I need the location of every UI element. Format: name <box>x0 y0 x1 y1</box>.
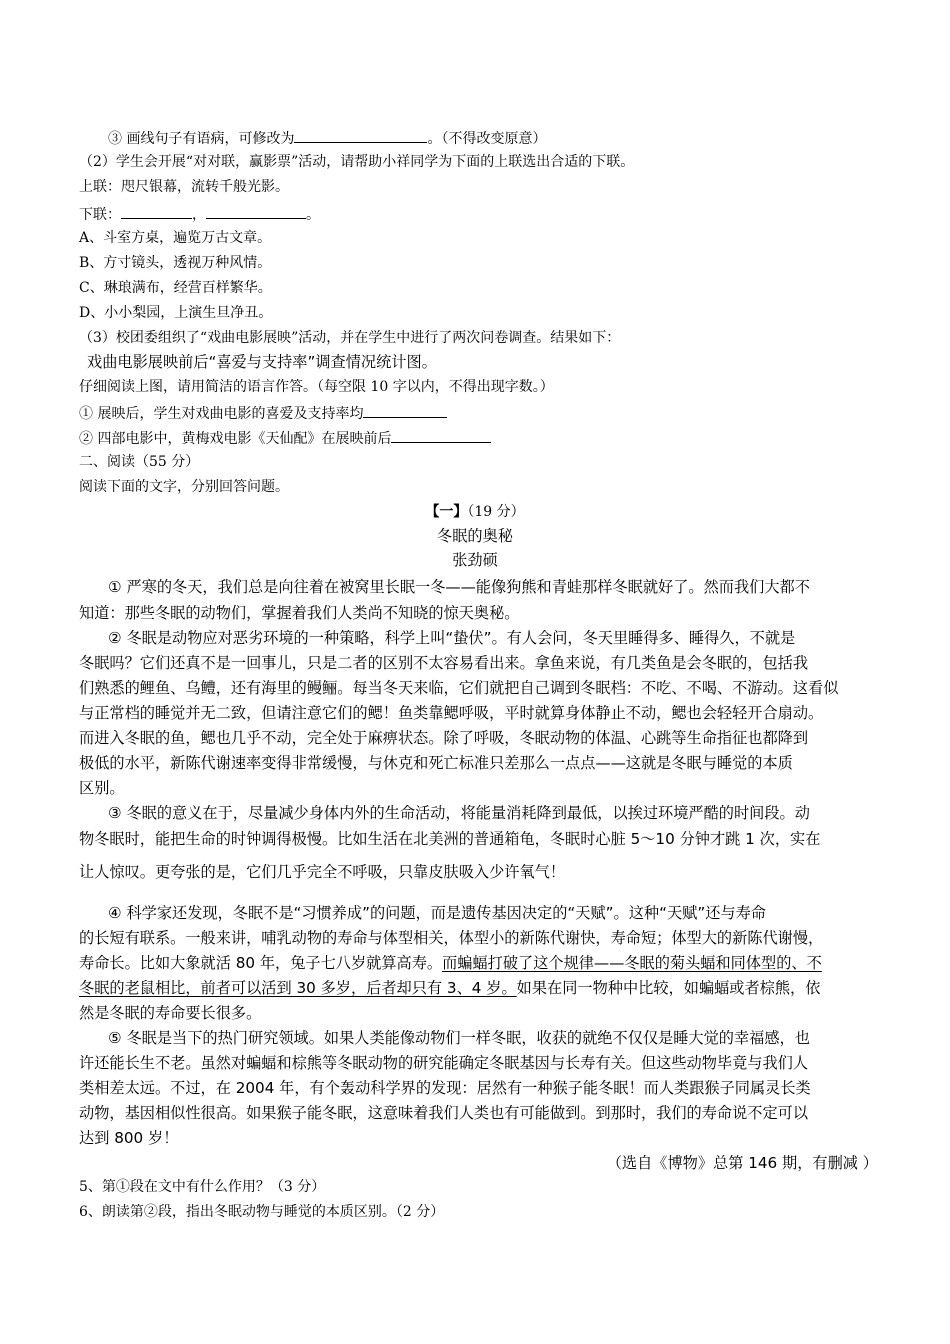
underlined-sentence: 而蝙蝠打破了这个规律——冬眠的菊头蝠和同体型的、不 <box>442 954 822 972</box>
answer-instruction: 仔细阅读上图，请用简洁的语言作答。（每空限 10 字以内，不得出现字数。） <box>79 379 554 395</box>
option-c: C、琳琅满布，经营百样繁华。 <box>79 280 272 296</box>
reading-instruction: 阅读下面的文字，分别回答问题。 <box>79 479 289 495</box>
end-mark: 。 <box>306 207 320 223</box>
para5-line: 类相差太远。不过，在 2004 年，有个轰动科学界的发现：居然有一种猴子能冬眠！而人类跟猴子同属灵长类 <box>79 1079 811 1097</box>
q3-revision-prefix: ③ 画线句子有语病，可修改为 <box>108 131 295 147</box>
lower-couplet-line <box>79 203 320 225</box>
answer-line-1-text: ① 展映后，学生对戏曲电影的喜爱及支持率均 <box>79 406 364 422</box>
underlined-sentence: 冬眠的老鼠相比，前者可以活到 30 多岁，后者却只有 3、4 岁。 <box>79 979 517 997</box>
para4-line: 的长短有联系。一般来讲，哺乳动物的寿命与体型相关，体型小的新陈代谢快，寿命短；体型大的新陈代谢慢， <box>79 929 824 947</box>
para3-line: 让人惊叹。更夸张的是，它们几乎完全不呼吸，只靠皮肤吸入少许氧气！ <box>79 863 565 881</box>
section-header <box>0 502 950 522</box>
answer-line-1 <box>79 402 447 424</box>
lower-couplet-label: 下联： <box>79 207 121 223</box>
section-label: 【一】 <box>425 504 468 520</box>
para2-line: 极低的水平，新陈代谢速率变得非常缓慢，与休克和死亡标准只差那么一点点——这就是冬眠与睡觉的本质 <box>79 754 793 772</box>
separator: ， <box>192 207 206 223</box>
para1-line: 知道：那些冬眠的动物们，掌握着我们人类尚不知晓的惊天奥秘。 <box>79 604 520 622</box>
q3-revision-line <box>108 127 546 149</box>
para3-line: 物冬眠时，能把生命的时钟调得极慢。比如生活在北美洲的普通箱龟，冬眠时心脏 5～10 分钟才跳 1 次，实在 <box>79 830 821 848</box>
section-score: （19 分） <box>467 504 525 520</box>
para2-line: 与正常档的睡觉并无二致，但请注意它们的鳃！鱼类靠鳃呼吸，平时就算身体静止不动，鳃也会轻轻开合扇动。 <box>79 704 824 722</box>
q2-prompt: （2）学生会开展“对对联，赢影票”活动，请帮助小祥同学为下面的上联选出合适的下联。 <box>79 154 635 170</box>
para5-line: 达到 800 岁！ <box>79 1129 179 1147</box>
para4-line <box>79 978 820 998</box>
para2-line: 冬眠吗？它们还真不是一回事儿，只是二者的区别不太容易看出来。拿鱼来说，有几类鱼是会冬眠的，包括我 <box>79 654 808 672</box>
source-citation: （选自《博物》总第 146 期，有删减 ） <box>606 1154 878 1172</box>
para5-line: ⑤ 冬眠是当下的热门研究领域。如果人类能像动物们一样冬眠，收获的就绝不仅仅是睡大觉的幸福感，也 <box>108 1029 810 1047</box>
option-a: A、斗室方桌，遍览万古文章。 <box>79 230 272 246</box>
para4-line: ④ 科学家还发现，冬眠不是“习惯养成”的问题，而是遗传基因决定的“天赋”。这种“天赋”还与寿命 <box>108 904 766 922</box>
article-title: 冬眠的奥秘 <box>437 527 513 545</box>
para2-line: ② 冬眠是动物应对恶劣环境的一种策略，科学上叫“蛰伏”。有人会问，冬天里睡得多、睡得久，不就是 <box>108 629 796 647</box>
answer-blank[interactable] <box>391 427 491 443</box>
para2-line: 而进入冬眠的鱼，鳃也几乎不动，完全处于麻痹状态。除了呼吸，冬眠动物的体温、心跳等生命指征也都降到 <box>79 729 808 747</box>
answer-line-2 <box>79 427 491 449</box>
para2-line: 们熟悉的鲤鱼、乌鳢，还有海里的鳗鲡。每当冬天来临，它们就把自己调到冬眠档：不吃、不喝、不游动。这看似 <box>79 679 839 697</box>
question-6: 6、朗读第②段，指出冬眠动物与睡觉的本质区别。（2 分） <box>79 1204 445 1220</box>
answer-blank[interactable] <box>363 402 447 418</box>
article-author: 张劲硕 <box>452 551 498 569</box>
q3-prompt: （3）校团委组织了“戏曲电影展映”活动，并在学生中进行了两次问卷调查。结果如下： <box>79 330 621 346</box>
para4-text: 寿命长。比如大象就活 80 年，兔子七八岁就算高寿。 <box>79 954 443 972</box>
para4-text: 如果在同一物种中比较，如蝙蝠或者棕熊，依 <box>516 979 821 997</box>
para4-line: 然是冬眠的寿命要长很多。 <box>79 1004 262 1022</box>
para5-line: 许还能长生不老。虽然对蝙蝠和棕熊等冬眠动物的研究能确定冬眠基因与长寿有关。但这些动物毕竟与我们人 <box>79 1054 808 1072</box>
answer-blank[interactable] <box>121 203 192 219</box>
option-d: D、小小梨园，上演生旦净丑。 <box>79 305 273 321</box>
para4-line <box>79 953 822 973</box>
answer-line-2-text: ② 四部电影中，黄梅戏电影《天仙配》在展映前后 <box>79 431 392 447</box>
reading-section-heading: 二、阅读（55 分） <box>79 454 200 470</box>
answer-blank[interactable] <box>206 203 306 219</box>
para5-line: 动物，基因相似性很高。如果猴子能冬眠，这意味着我们人类也有可能做到。到那时，我们的寿命说不定可以 <box>79 1104 808 1122</box>
para3-line: ③ 冬眠的意义在于，尽量减少身体内外的生命活动，将能量消耗降到最低，以挨过环境严酷的时间段。动 <box>108 804 810 822</box>
para2-line: 区别。 <box>79 779 125 797</box>
chart-caption: 戏曲电影展映前后“喜爱与支持率”调查情况统计图。 <box>87 353 437 371</box>
answer-blank[interactable] <box>294 127 427 143</box>
question-5: 5、第①段在文中有什么作用？（3 分） <box>79 1179 326 1195</box>
para1-line: ① 严寒的冬天，我们总是向往着在被窝里长眠一冬——能像狗熊和青蛙那样冬眠就好了。然而我们大都不 <box>108 578 810 596</box>
upper-couplet: 上联：咫尺银幕，流转千般光影。 <box>79 179 289 195</box>
option-b: B、方寸镜头，透视万种风情。 <box>79 255 272 271</box>
q3-revision-suffix: 。（不得改变原意） <box>427 131 547 147</box>
